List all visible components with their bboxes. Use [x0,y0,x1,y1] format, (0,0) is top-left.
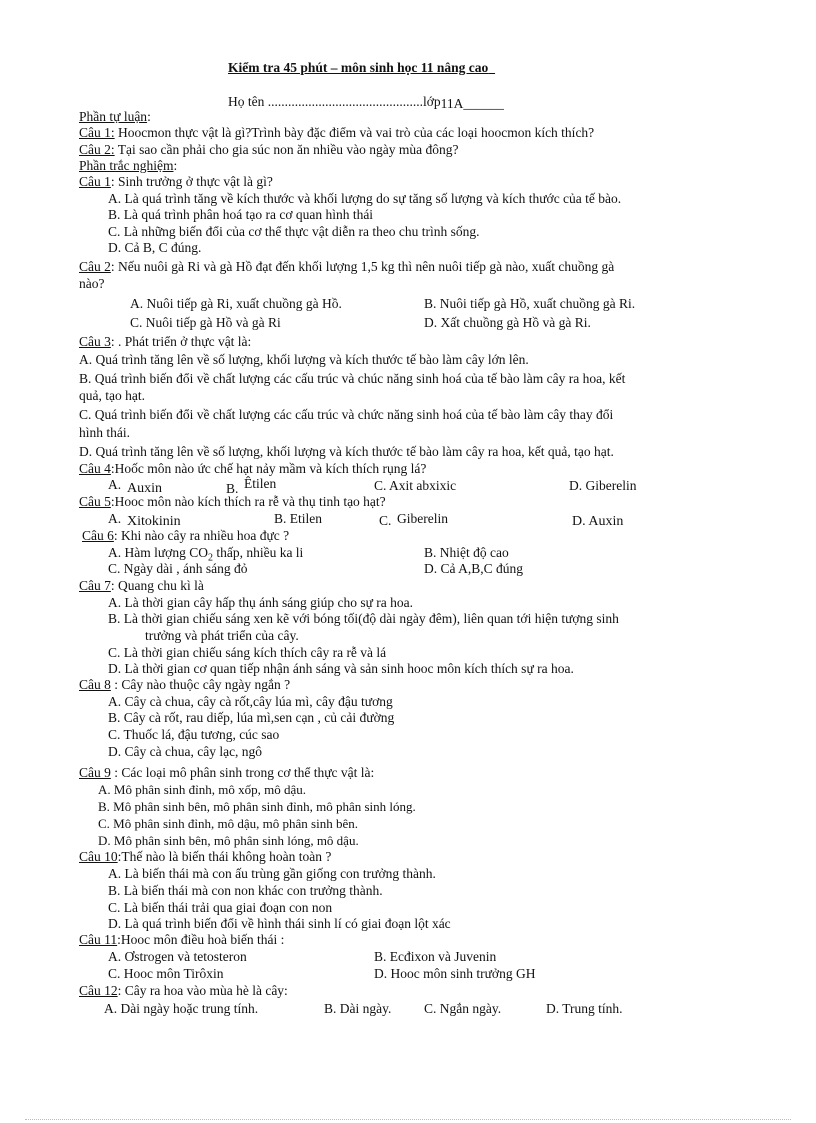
question-6: Câu 6: Khi nào cây ra nhiều hoa đực ? [82,528,290,543]
essay-question-1: Câu 1: Hoocmon thực vật là gì?Trình bày đặc điểm và vai trò của các loại hoocmon kích thích? [79,125,595,140]
option: D. Auxin [572,514,624,529]
option: D. Xất chuồng gà Hồ và gà Ri. [424,315,591,330]
question-5: Câu 5:Hooc môn nào kích thích ra rễ và thụ tinh tạo hạt? [79,494,386,509]
option: D. Cả A,B,C đúng [424,561,524,576]
question-9: Câu 9 : Các loại mô phân sinh trong cơ thể thực vật là: [79,765,375,780]
question-12: Câu 12: Cây ra hoa vào mùa hè là cây: [79,983,288,998]
option: A. Là quá trình tăng về kích thước và khối lượng do sự tăng số lượng và kích thước của tế bào. [108,191,622,206]
option: C. Là biến thái trải qua giai đoạn con non [108,900,333,915]
class-value: 11A______ [440,96,504,111]
option: Xitokinin [127,514,181,529]
option: B. Cây cà rốt, rau diếp, lúa mì,sen cạn , củ cải đường [108,710,395,725]
option: C. Nuôi tiếp gà Hồ và gà Ri [130,315,281,330]
option-line: trưởng và phát triển của cây. [145,628,299,643]
option-line: quả, tạo hạt. [79,388,145,403]
option: Giberelin [397,511,448,526]
question-1: Câu 1: Sinh trưởng ở thực vật là gì? [79,174,273,189]
option: C. Ngắn ngày. [424,1001,502,1016]
option: B. Dài ngày. [324,1001,392,1016]
question-2-cont: nào? [79,276,105,291]
essay-heading: Phần tự luận: [79,109,151,124]
question-8: Câu 8 : Cây nào thuộc cây ngày ngắn ? [79,677,291,692]
option: C. Thuốc lá, đậu tương, cúc sao [108,727,280,742]
option-line: D. Quá trình tăng lên về số lượng, khối lượng và kích thước tế bào làm cây ra hoa, kết quả, tạo hạt. [79,444,614,459]
option: C. Ngày dài , ánh sáng đỏ [108,561,248,576]
option-line: B. Quá trình biến đổi về chất lượng các cấu trúc và chúc năng sinh hoá của tế bào làm cây ra hoa, kết [79,371,626,386]
option: A. Dài ngày hoặc trung tính. [104,1001,259,1016]
option: A. [108,477,122,492]
option: Êtilen [244,476,277,491]
option: Auxin [127,481,162,496]
option: A. [108,511,122,526]
option-line: B. Là thời gian chiếu sáng xen kẽ với bóng tối(độ dài ngày đêm), liên quan tới hiện tượng sinh [108,611,619,626]
option: D. Là quá trình biến đổi về hình thái sinh lí có giai đoạn lột xác [108,916,451,931]
option: D. Giberelin [569,478,637,493]
page-title: Kiểm tra 45 phút – môn sinh học 11 nâng cao [228,60,489,75]
name-label: Họ tên ..............................................lớp [228,94,441,109]
option: D. Cây cà chua, cây lạc, ngô [108,744,263,759]
option: A. Nuôi tiếp gà Ri, xuất chuồng gà Hồ. [130,296,342,311]
option: C. Là những biến đổi của cơ thể thực vật diễn ra theo chu trình sống. [108,224,480,239]
question-7: Câu 7: Quang chu kì là [79,578,204,593]
option: B. Etilen [274,511,322,526]
option: C. Hooc môn Tirôxin [108,966,224,981]
essay-question-2: Câu 2: Tại sao cần phải cho gia súc non ăn nhiều vào ngày mùa đông? [79,142,459,157]
option: B. [226,481,239,496]
option: A. Ơstrogen và tetosteron [108,949,247,964]
option: D. Trung tính. [546,1001,623,1016]
option: C. Axit abxixic [374,478,457,493]
question-3: Câu 3: . Phát triển ở thực vật là: [79,334,252,349]
option: D. Hooc môn sinh trưởng GH [374,966,536,981]
student-info-line [228,94,504,110]
option: A. Là biến thái mà con ấu trùng gần giống con trưởng thành. [108,866,436,881]
option: B. Nuôi tiếp gà Hồ, xuất chuồng gà Ri. [424,296,636,311]
option: A. Cây cà chua, cây cà rốt,cây lúa mì, cây đậu tương [108,694,393,709]
option-line: hình thái. [79,425,130,440]
option: D. Mô phân sinh bên, mô phân sinh lóng, mô dậu. [98,833,359,848]
option: B. Là quá trình phân hoá tạo ra cơ quan hình thái [108,207,374,222]
page-bottom-rule [25,1119,791,1120]
option-line: C. Quá trình biến đổi về chất lượng các cấu trúc và chức năng sinh hoá của tế bào làm cây thay đổi [79,407,614,422]
option: D. Cả B, C đúng. [108,240,202,255]
option: B. Ecđixon và Juvenin [374,949,497,964]
option-line: A. Quá trình tăng lên về số lượng, khối lượng và kích thước tế bào làm cây lớn lên. [79,352,529,367]
question-2: Câu 2: Nếu nuôi gà Ri và gà Hồ đạt đến khối lượng 1,5 kg thì nên nuôi tiếp gà nào, xuất chuồng gà [79,259,615,274]
option: A. Hàm lượng $CO_2$ thấp, nhiều ka li [108,545,304,564]
option: A. Mô phân sinh đỉnh, mô xốp, mô dậu. [98,782,306,797]
option: B. Mô phân sinh bên, mô phân sinh đỉnh, mô phân sinh lóng. [98,799,416,814]
question-11: Câu 11:Hooc môn điều hoà biến thái : [79,932,285,947]
option: C. Mô phân sinh đỉnh, mô dậu, mô phân sinh bên. [98,816,358,831]
option-line: D. Là thời gian cơ quan tiếp nhận ánh sáng và sản sinh hooc môn kích thích sự ra hoa. [108,661,574,676]
option-line: A. Là thời gian cây hấp thụ ánh sáng giúp cho sự ra hoa. [108,595,414,610]
option: C. [379,513,392,528]
mc-heading: Phần trắc nghiệm: [79,158,178,173]
question-10: Câu 10:Thế nào là biến thái không hoàn toàn ? [79,849,332,864]
question-4: Câu 4:Hoốc môn nào ức chế hạt nảy mầm và kích thích rụng lá? [79,461,427,476]
option: B. Nhiệt độ cao [424,545,509,560]
option-line: C. Là thời gian chiếu sáng kích thích cây ra rễ và lá [108,645,387,660]
option: B. Là biến thái mà con non khác con trưởng thành. [108,883,383,898]
